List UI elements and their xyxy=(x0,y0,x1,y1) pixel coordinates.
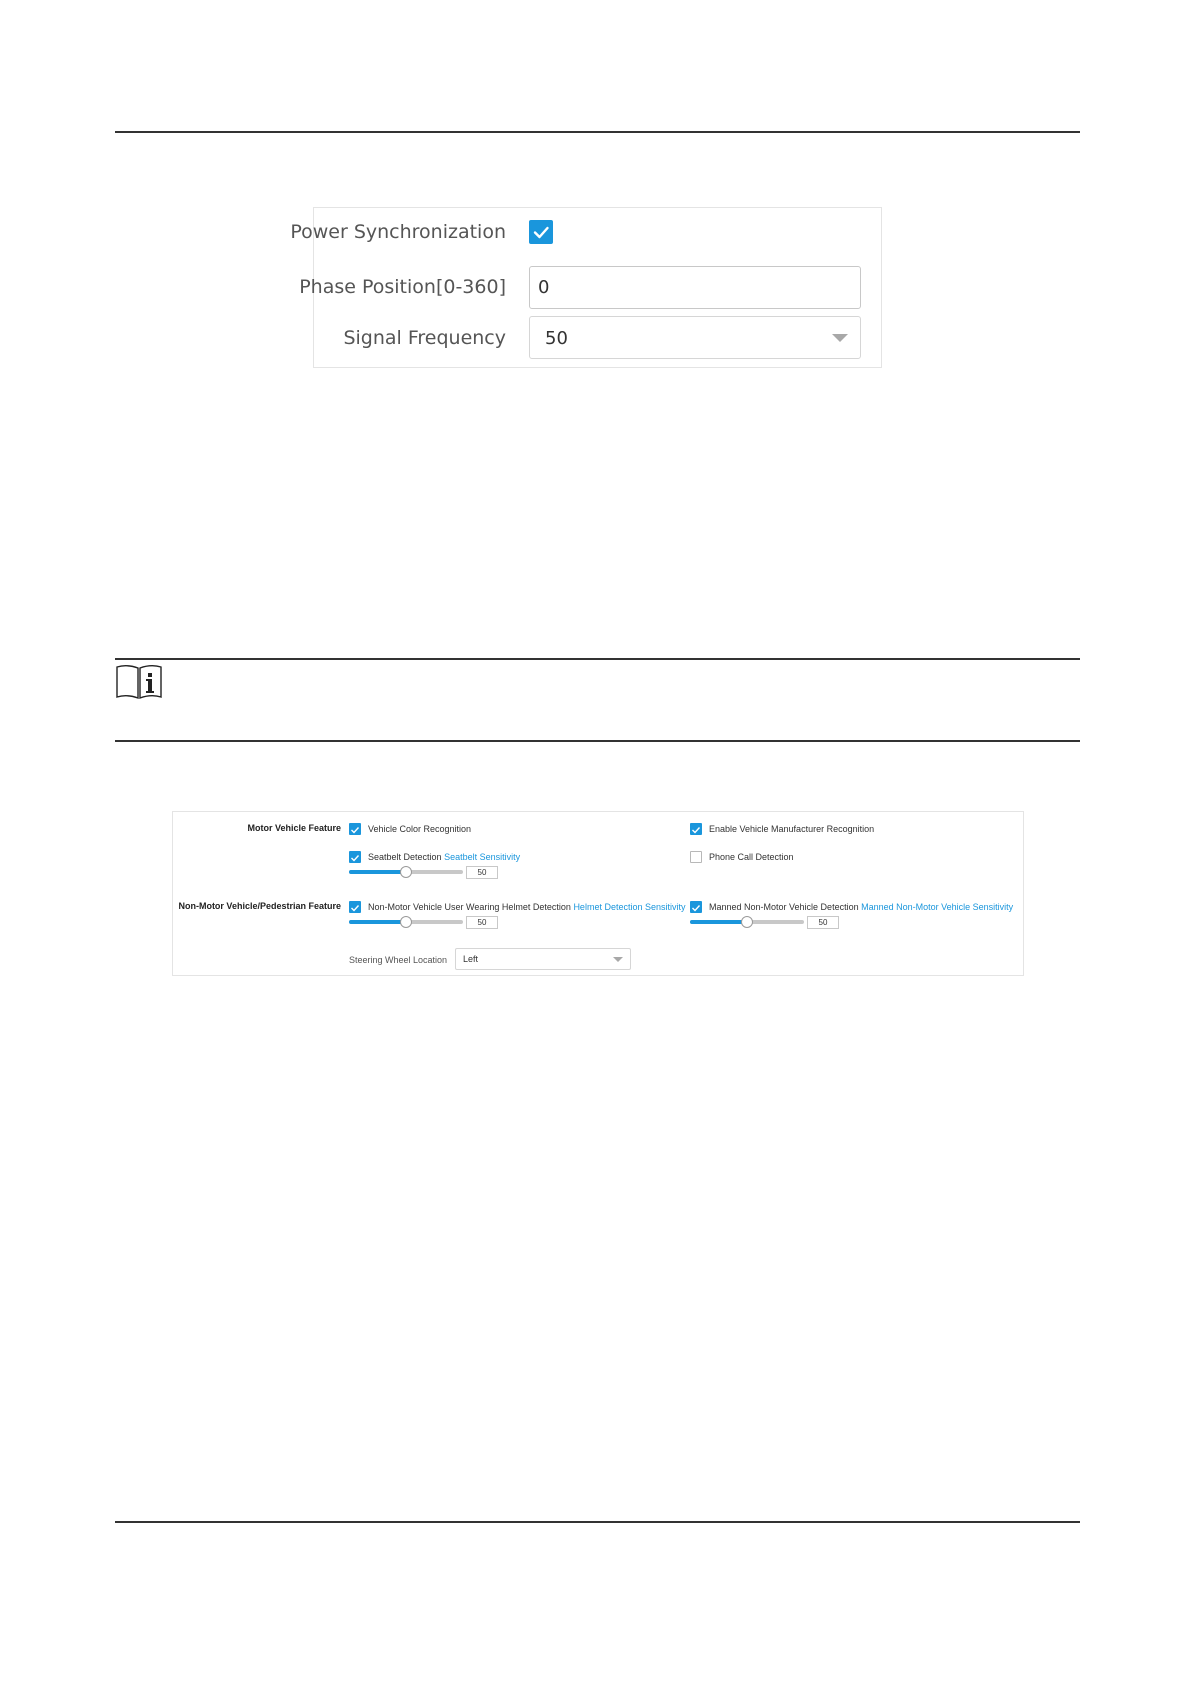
seatbelt-checkbox[interactable] xyxy=(349,851,361,863)
slider-handle[interactable] xyxy=(400,916,412,928)
check-icon xyxy=(529,220,553,244)
manufacturer-checkbox[interactable] xyxy=(690,823,702,835)
chevron-down-icon xyxy=(613,957,623,962)
phone-call-checkbox[interactable] xyxy=(690,851,702,863)
manned-sensitivity-value[interactable]: 50 xyxy=(807,916,839,929)
seatbelt-sensitivity-slider[interactable] xyxy=(349,866,463,878)
seatbelt-sensitivity-value[interactable]: 50 xyxy=(466,866,498,879)
nonmotor-feature-label: Non-Motor Vehicle/Pedestrian Feature xyxy=(178,901,341,911)
signal-frequency-label: Signal Frequency xyxy=(343,327,506,349)
phase-position-label: Phase Position[0-360] xyxy=(299,276,506,298)
check-icon xyxy=(690,902,702,914)
phone-call-label: Phone Call Detection xyxy=(709,852,794,862)
vehicle-color-checkbox[interactable] xyxy=(349,823,361,835)
check-icon xyxy=(690,824,702,836)
manned-sensitivity-slider[interactable] xyxy=(690,916,804,928)
feature-panel xyxy=(172,811,1024,976)
helmet-label xyxy=(368,902,685,912)
footer-rule xyxy=(115,1521,1080,1523)
power-sync-label: Power Synchronization xyxy=(290,221,506,243)
manned-text: Manned Non-Motor Vehicle Detection xyxy=(709,902,859,912)
manned-label xyxy=(709,902,1013,912)
steering-wheel-label: Steering Wheel Location xyxy=(349,955,448,965)
manned-checkbox[interactable] xyxy=(690,901,702,913)
seatbelt-label xyxy=(368,852,520,862)
slider-handle[interactable] xyxy=(741,916,753,928)
note-top-rule xyxy=(115,658,1080,660)
slider-fill xyxy=(349,870,406,874)
phase-position-input[interactable]: 0 xyxy=(529,266,861,309)
manned-sensitivity-link[interactable]: Manned Non-Motor Vehicle Sensitivity xyxy=(861,902,1014,912)
signal-frequency-value: 50 xyxy=(545,328,568,349)
power-sync-panel xyxy=(290,207,882,368)
check-icon xyxy=(349,852,361,864)
check-icon xyxy=(349,824,361,836)
manufacturer-label: Enable Vehicle Manufacturer Recognition xyxy=(709,824,875,834)
helmet-sensitivity-link[interactable]: Helmet Detection Sensitivity xyxy=(573,902,686,912)
steering-wheel-select[interactable] xyxy=(455,948,631,970)
helmet-text: Non-Motor Vehicle User Wearing Helmet Detection xyxy=(368,902,571,912)
chevron-down-icon xyxy=(832,334,848,342)
power-sync-checkbox[interactable] xyxy=(529,220,553,244)
header-rule xyxy=(115,131,1080,133)
vehicle-color-label: Vehicle Color Recognition xyxy=(368,824,472,834)
slider-fill xyxy=(690,920,747,924)
helmet-checkbox[interactable] xyxy=(349,901,361,913)
helmet-sensitivity-slider[interactable] xyxy=(349,916,463,928)
slider-handle[interactable] xyxy=(400,866,412,878)
seatbelt-text: Seatbelt Detection xyxy=(368,852,442,862)
slider-fill xyxy=(349,920,406,924)
motor-vehicle-feature-label: Motor Vehicle Feature xyxy=(247,823,341,833)
info-book-icon xyxy=(115,664,163,700)
check-icon xyxy=(349,902,361,914)
note-bottom-rule xyxy=(115,740,1080,742)
steering-wheel-value: Left xyxy=(463,954,479,964)
signal-frequency-select[interactable] xyxy=(529,316,861,359)
helmet-sensitivity-value[interactable]: 50 xyxy=(466,916,498,929)
seatbelt-sensitivity-link[interactable]: Seatbelt Sensitivity xyxy=(444,852,521,862)
